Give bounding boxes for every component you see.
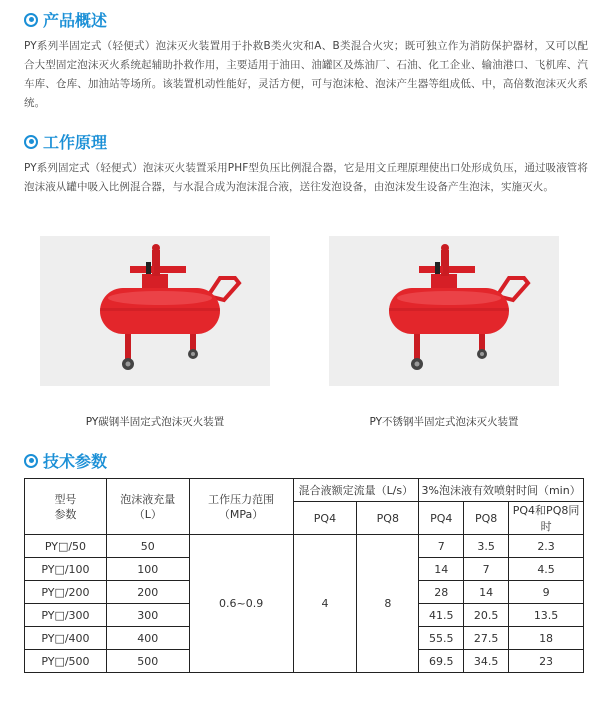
header-time-pq4: PQ4: [419, 502, 464, 535]
header-time: 3%泡沫液有效喷射时间（min）: [419, 479, 584, 502]
cell-model: PY□/500: [25, 650, 107, 673]
section-title-overview: [24, 8, 107, 31]
principle-title: 工作原理: [43, 133, 108, 152]
cell-time-pq4: 7: [419, 535, 464, 558]
header-pressure: 工作压力范围 （MPa）: [189, 479, 293, 535]
header-time-pq8: PQ8: [464, 502, 509, 535]
product-caption-stainless-steel: PY不锈钢半固定式泡沫灭火装置: [369, 416, 519, 428]
header-model: 型号 参数: [25, 479, 107, 535]
cell-time-pq4: 55.5: [419, 627, 464, 650]
cell-time-both: 18: [509, 627, 584, 650]
product-caption-carbon-steel: PY碳钢半固定式泡沫灭火装置: [85, 416, 225, 428]
header-flow-pq4: PQ4: [293, 502, 357, 535]
cell-time-both: 9: [509, 581, 584, 604]
circle-bullet-icon: [24, 13, 38, 27]
cell-capacity: 500: [106, 650, 189, 673]
cell-capacity: 100: [106, 558, 189, 581]
header-capacity: 泡沫液充量 （L）: [106, 479, 189, 535]
cell-pressure: 0.6~0.9: [189, 535, 293, 673]
header-flow-pq8: PQ8: [357, 502, 419, 535]
cell-time-pq8: 27.5: [464, 627, 509, 650]
spec-table: [24, 478, 584, 673]
cell-time-pq8: 20.5: [464, 604, 509, 627]
cell-time-both: 13.5: [509, 604, 584, 627]
overview-title: 产品概述: [43, 11, 108, 30]
foam-tank-cart-image: [329, 236, 559, 386]
circle-bullet-icon: [24, 135, 38, 149]
cell-time-both: 2.3: [509, 535, 584, 558]
cell-capacity: 200: [106, 581, 189, 604]
cell-flow-pq8: 8: [357, 535, 419, 673]
table-header-row: [25, 479, 584, 502]
cell-time-pq8: 14: [464, 581, 509, 604]
cell-time-pq4: 41.5: [419, 604, 464, 627]
cell-model: PY□/50: [25, 535, 107, 558]
section-title-specs: [24, 449, 107, 472]
foam-tank-cart-image: [40, 236, 270, 386]
overview-text: PY系列半固定式（轻便式）泡沫灭火装置用于扑救B类火灾和A、B类混合火灾；既可独立作为消防保护器材，又可以配合大型固定泡沫灭火系统起辅助扑救作用，主要适用于油田、油罐区及炼油厂、石油、化工企业、输油港口、飞机库、汽车库、仓库、加油站等场所。该装置机动性能好，灵活方便，可与泡沫枪、泡沫产生器等组成低、中，高倍数泡沫灭火系统。: [24, 40, 588, 109]
cell-model: PY□/100: [25, 558, 107, 581]
cell-time-pq8: 3.5: [464, 535, 509, 558]
principle-text: PY系列固定式（轻便式）泡沫灭火装置采用PHF型负压比例混合器，它是用文丘理原理使出口处形成负压，通过吸液管将泡沫液从罐中吸入比例混合器，与水混合成为泡沫混合液，送往发泡设备，由泡沫发生设备产生泡沫，实施灭火。: [24, 162, 588, 193]
section-title-principle: [24, 130, 107, 153]
product-photo-stainless-steel: [329, 236, 559, 386]
cell-time-pq8: 34.5: [464, 650, 509, 673]
cell-time-both: 23: [509, 650, 584, 673]
header-time-both: PQ4和PQ8同时: [509, 502, 584, 535]
cell-model: PY□/300: [25, 604, 107, 627]
circle-bullet-icon: [24, 454, 38, 468]
cell-capacity: 50: [106, 535, 189, 558]
cell-time-both: 4.5: [509, 558, 584, 581]
cell-time-pq4: 14: [419, 558, 464, 581]
cell-capacity: 400: [106, 627, 189, 650]
cell-time-pq4: 28: [419, 581, 464, 604]
cell-model: PY□/400: [25, 627, 107, 650]
cell-flow-pq4: 4: [293, 535, 357, 673]
cell-time-pq8: 7: [464, 558, 509, 581]
table-row: [25, 535, 584, 558]
header-flow: 混合液额定流量（L/s）: [293, 479, 419, 502]
specs-title: 技术参数: [43, 452, 108, 471]
cell-model: PY□/200: [25, 581, 107, 604]
cell-time-pq4: 69.5: [419, 650, 464, 673]
product-photo-carbon-steel: [40, 236, 270, 386]
cell-capacity: 300: [106, 604, 189, 627]
